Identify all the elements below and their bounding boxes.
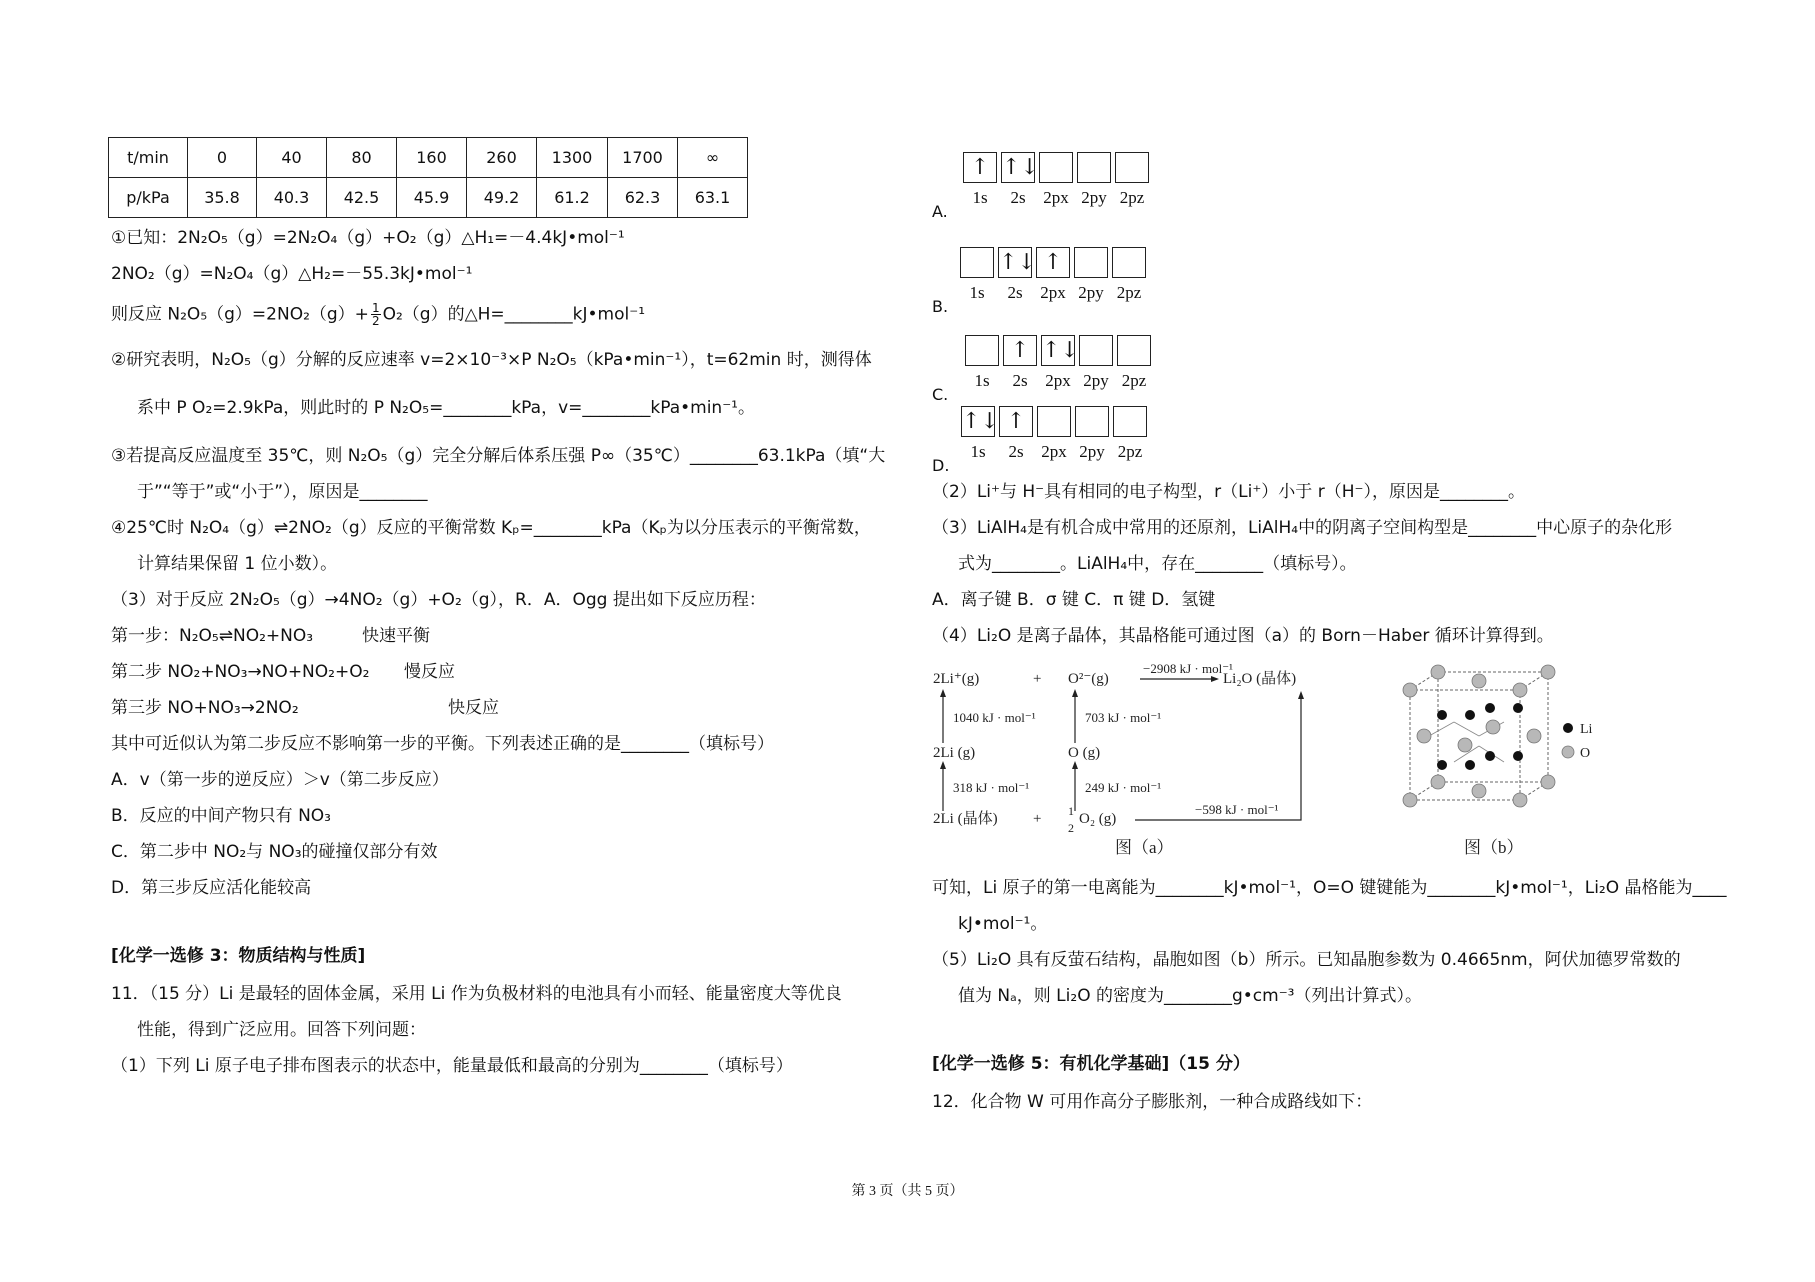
orbital-label: 2px xyxy=(1040,283,1066,302)
oxygen-atom xyxy=(1513,683,1527,697)
orbital-label: 2pz xyxy=(1119,188,1145,207)
option-a: A．v（第一步的逆反应）＞v（第二步反应） xyxy=(111,770,449,790)
q5-line1: （5）Li₂O 具有反萤石结构，晶胞如图（b）所示。已知晶胞参数为 0.4665nm，阿伏加德罗常数的 xyxy=(932,950,1681,970)
oxygen-atom xyxy=(1541,665,1555,679)
option-d: D．第三步反应活化能较高 xyxy=(111,878,312,898)
oxygen-atom xyxy=(1486,720,1500,734)
fraction-numerator: 1 xyxy=(371,301,380,315)
table-row xyxy=(109,178,748,218)
one-half-fraction xyxy=(371,302,381,327)
orbital-box xyxy=(1077,152,1111,183)
step2-equation: 第二步 NO₂+NO₃→NO+NO₂+O₂ xyxy=(111,662,370,682)
table-cell: 1300 xyxy=(537,138,608,178)
q4-right: （4）Li₂O 是离子晶体，其晶格能可通过图（a）的 Born－Haber 循环计算得到。 xyxy=(932,626,1554,646)
table-cell: 0 xyxy=(188,138,257,178)
oxygen-atom xyxy=(1403,683,1417,697)
q4-answer-line2: kJ•mol⁻¹。 xyxy=(958,914,1048,934)
q1-question xyxy=(111,302,645,327)
q3-line1: ③若提高反应温度至 35℃，则 N₂O₅（g）完全分解后体系压强 P∞（35℃）________63.1kPa（填“大 xyxy=(111,446,886,466)
legend-li-marker xyxy=(1563,723,1573,733)
orbital-option-label: C. xyxy=(932,385,949,404)
option-b: B．反应的中间产物只有 NO₃ xyxy=(111,806,331,826)
q5-line2: 值为 Nₐ，则 Li₂O 的密度为________g•cm⁻³（列出计算式）。 xyxy=(958,986,1422,1006)
lithium-atom xyxy=(1437,710,1447,720)
cycle-top-right: Li₂O (晶体) xyxy=(1223,671,1297,687)
oxygen-atom xyxy=(1513,793,1527,807)
oxygen-atom xyxy=(1458,738,1472,752)
orbital-label: 2py xyxy=(1079,442,1105,461)
orbital-label: 2s xyxy=(1007,283,1023,302)
arrowhead xyxy=(940,689,946,697)
orbital-box xyxy=(1079,335,1113,366)
pressure-time-table xyxy=(108,137,748,218)
table-cell: 160 xyxy=(397,138,467,178)
oxygen-atom xyxy=(1403,793,1417,807)
bond-line xyxy=(1429,722,1454,736)
orbital-label: 2px xyxy=(1043,188,1069,207)
q3-right-line2: 式为________。LiAlH₄中，存在________（填标号）。 xyxy=(958,554,1357,574)
fraction-denominator: 2 xyxy=(371,314,380,328)
orbital-label: 1s xyxy=(972,188,988,207)
page-footer: 第 3 页（共 5 页） xyxy=(851,1184,964,1199)
orbital-label: 2pz xyxy=(1121,371,1147,390)
orbital-label: 1s xyxy=(974,371,990,390)
bond-line xyxy=(1454,722,1479,736)
q12-text: 12．化合物 W 可用作高分子膨胀剂，一种合成路线如下： xyxy=(932,1092,1373,1112)
orbital-box: ↑↓ xyxy=(961,406,995,437)
oxygen-atom xyxy=(1472,674,1486,688)
q1-known-text: ①已知：2N₂O₅（g）=2N₂O₄（g）+O₂（g）△H₁=－4.4kJ•mol⁻¹ xyxy=(111,228,625,248)
orbital-box xyxy=(1075,406,1109,437)
option-c: C．第二步中 NO₂与 NO₃的碰撞仅部分有效 xyxy=(111,842,438,862)
table-cell: 62.3 xyxy=(608,178,678,218)
orbital-option-label: B. xyxy=(932,297,949,316)
table-cell: 80 xyxy=(327,138,397,178)
li2o-crystal-figure xyxy=(1390,660,1610,860)
cycle-plus-top: + xyxy=(1033,671,1042,687)
figure-b-caption: 图（b） xyxy=(1464,838,1524,857)
legend-o-marker xyxy=(1562,746,1574,758)
table-cell: 63.1 xyxy=(678,178,748,218)
lithium-atom xyxy=(1465,710,1475,720)
cycle-mid-mid: O (g) xyxy=(1068,745,1101,761)
table-cell: 1700 xyxy=(608,138,678,178)
legend-li-label: Li xyxy=(1580,722,1593,737)
orbital-label: 2px xyxy=(1045,371,1071,390)
q1-ask-prefix: 则反应 N₂O₅（g）=2NO₂（g）+ xyxy=(111,304,369,325)
oxygen-atom xyxy=(1527,729,1541,743)
oxygen-atom xyxy=(1472,784,1486,798)
table-cell: 40.3 xyxy=(257,178,327,218)
q2-right: （2）Li⁺与 H⁻具有相同的电子构型，r（Li⁺）小于 r（H⁻），原因是________。 xyxy=(932,482,1525,502)
orbital-label: 2py xyxy=(1081,188,1107,207)
orbital-label: 1s xyxy=(970,442,986,461)
orbital-box: ↑ xyxy=(1036,247,1070,278)
q1-eq2-text: 2NO₂（g）=N₂O₄（g）△H₂=－55.3kJ•mol⁻¹ xyxy=(111,264,473,284)
step3-equation: 第三步 NO+NO₃→2NO₂ xyxy=(111,698,299,718)
orbital-label: 2pz xyxy=(1117,442,1143,461)
q4-line2: 计算结果保留 1 位小数）。 xyxy=(137,554,338,574)
orbital-box xyxy=(1037,406,1071,437)
table-header-cell: p/kPa xyxy=(109,178,188,218)
orbital-box xyxy=(1074,247,1108,278)
q3-line2: 于”“等于”或“小于”），原因是________ xyxy=(137,482,428,502)
orbital-label: 1s xyxy=(969,283,985,302)
orbital-label: 2s xyxy=(1012,371,1028,390)
arrowhead xyxy=(1072,761,1078,769)
orbital-label: 2px xyxy=(1041,442,1067,461)
table-cell: ∞ xyxy=(678,138,748,178)
cycle-bottom-left: 2Li (晶体) xyxy=(933,811,998,827)
q11-line2: 性能，得到广泛应用。回答下列问题： xyxy=(137,1020,426,1040)
arrowhead xyxy=(1072,689,1078,697)
arrowhead xyxy=(940,761,946,769)
table-cell: 40 xyxy=(257,138,327,178)
orbital-box xyxy=(965,335,999,366)
oxygen-atom xyxy=(1417,729,1431,743)
cycle-plus-bottom: + xyxy=(1033,811,1042,827)
orbital-label: 2s xyxy=(1008,442,1024,461)
orbital-box xyxy=(1112,247,1146,278)
step1-equation: 第一步：N₂O₅⇌NO₂+NO₃ xyxy=(111,626,314,646)
orbital-box xyxy=(1117,335,1151,366)
cycle-half-num: 1 xyxy=(1068,804,1074,818)
part3-intro: （3）对于反应 2N₂O₅（g）→4NO₂（g）+O₂（g），R．A．Ogg 提出如下反应历程： xyxy=(111,590,766,610)
arrowhead xyxy=(1211,676,1219,682)
cycle-bottom-mid: O₂ (g) xyxy=(1079,811,1117,827)
table-cell: 260 xyxy=(467,138,537,178)
table-header-cell: t/min xyxy=(109,138,188,178)
section-heading-elective3: [化学一选修 3：物质结构与性质] xyxy=(111,946,366,966)
orbital-box: ↑ xyxy=(963,152,997,183)
cycle-e3: 318 kJ · mol⁻¹ xyxy=(953,780,1030,795)
orbital-box: ↑↓ xyxy=(998,247,1032,278)
orbital-label: 2pz xyxy=(1116,283,1142,302)
cycle-e2: 703 kJ · mol⁻¹ xyxy=(1085,710,1162,725)
cycle-e1: 1040 kJ · mol⁻¹ xyxy=(953,710,1036,725)
legend-o-label: O xyxy=(1580,746,1591,761)
figure-a-caption: 图（a） xyxy=(1115,838,1174,855)
table-cell: 49.2 xyxy=(467,178,537,218)
oxygen-atom xyxy=(1431,665,1445,679)
orbital-box xyxy=(1039,152,1073,183)
oxygen-atom xyxy=(1431,775,1445,789)
q3-right-line1: （3）LiAlH₄是有机合成中常用的还原剂，LiAlH₄中的阴离子空间构型是________中心原子的杂化形 xyxy=(932,518,1673,538)
oxygen-atom xyxy=(1541,775,1555,789)
orbital-box: ↑ xyxy=(999,406,1033,437)
cycle-e4: 249 kJ · mol⁻¹ xyxy=(1085,780,1162,795)
orbital-box xyxy=(960,247,994,278)
orbital-option-label: A. xyxy=(932,202,948,221)
lithium-atom xyxy=(1465,760,1475,770)
cycle-top-left: 2Li⁺(g) xyxy=(933,671,980,687)
orbital-option-label: D. xyxy=(932,456,950,475)
section-heading-elective5: [化学一选修 5：有机化学基础]（15 分） xyxy=(932,1054,1250,1074)
lithium-atom xyxy=(1485,751,1495,761)
lithium-atom xyxy=(1437,760,1447,770)
born-haber-cycle-figure xyxy=(925,655,1315,855)
cycle-mid-left: 2Li (g) xyxy=(933,745,976,761)
part3-question: 其中可近似认为第二步反应不影响第一步的平衡。下列表述正确的是________（填标号） xyxy=(111,734,774,754)
lithium-atom xyxy=(1485,703,1495,713)
table-cell: 45.9 xyxy=(397,178,467,218)
q4-line1: ④25℃时 N₂O₄（g）⇌2NO₂（g）反应的平衡常数 Kₚ=________kPa（Kₚ为以分压表示的平衡常数， xyxy=(111,518,871,538)
cycle-top-arrow-label: −2908 kJ · mol⁻¹ xyxy=(1143,661,1233,676)
orbital-label: 2py xyxy=(1083,371,1109,390)
q4-answer-line1: 可知，Li 原子的第一电离能为________kJ•mol⁻¹，O=O 键键能为________kJ•mol⁻¹，Li₂O 晶格能为____ xyxy=(932,878,1727,898)
cycle-half-den: 2 xyxy=(1068,821,1074,835)
orbital-label: 2s xyxy=(1010,188,1026,207)
step2-note: 慢反应 xyxy=(404,662,455,682)
q1-ask-suffix: O₂（g）的△H=________kJ•mol⁻¹ xyxy=(382,304,646,325)
orbital-box: ↑↓ xyxy=(1001,152,1035,183)
q11-line1: 11．（15 分）Li 是最轻的固体金属，采用 Li 作为负极材料的电池具有小而轻、能量密度大等优良 xyxy=(111,984,842,1004)
cycle-bottom-arrow-label: −598 kJ · mol⁻¹ xyxy=(1195,802,1279,817)
arrowhead xyxy=(1298,691,1304,699)
table-cell: 61.2 xyxy=(537,178,608,218)
table-cell: 35.8 xyxy=(188,178,257,218)
q11-part1: （1）下列 Li 原子电子排布图表示的状态中，能量最低和最高的分别为________（填标号） xyxy=(111,1056,793,1076)
orbital-box: ↑ xyxy=(1003,335,1037,366)
step3-note: 快反应 xyxy=(448,698,499,718)
q2-line2: 系中 P O₂=2.9kPa，则此时的 P N₂O₅=________kPa，v=________kPa•min⁻¹。 xyxy=(137,398,755,418)
orbital-box xyxy=(1115,152,1149,183)
orbital-label: 2py xyxy=(1078,283,1104,302)
cycle-top-mid: O²⁻(g) xyxy=(1068,671,1109,687)
table-cell: 42.5 xyxy=(327,178,397,218)
lithium-atom xyxy=(1513,703,1523,713)
step1-note: 快速平衡 xyxy=(362,626,430,646)
table-row xyxy=(109,138,748,178)
orbital-box xyxy=(1113,406,1147,437)
orbital-box: ↑↓ xyxy=(1041,335,1075,366)
q2-line1: ②研究表明，N₂O₅（g）分解的反应速率 v=2×10⁻³×P N₂O₅（kPa•min⁻¹），t=62min 时，测得体 xyxy=(111,350,872,370)
q3-right-options: A．离子键 B．σ 键 C．π 键 D．氢键 xyxy=(932,590,1216,610)
lithium-atom xyxy=(1513,751,1523,761)
